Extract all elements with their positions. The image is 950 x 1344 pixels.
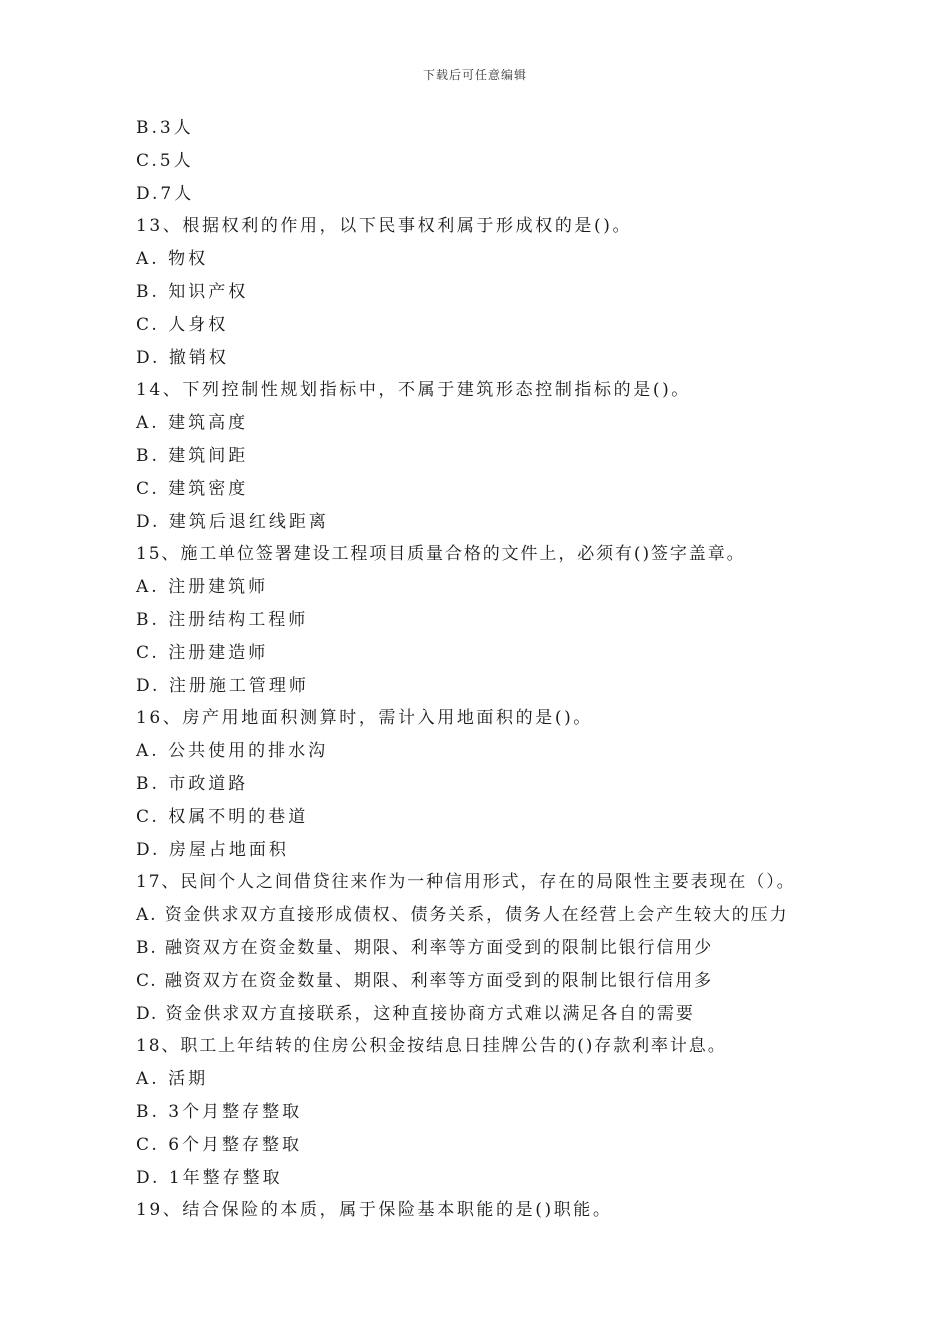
- page-header: 下载后可任意编辑: [422, 68, 527, 82]
- question-text: 15、施工单位签署建设工程项目质量合格的文件上，必须有()签字盖章。: [136, 544, 746, 565]
- answer-option: C. 6个月整存整取: [136, 1134, 303, 1155]
- answer-option: C. 建筑密度: [136, 478, 249, 499]
- answer-option: D.7人: [136, 183, 195, 204]
- question-text: 13、根据权利的作用，以下民事权利属于形成权的是()。: [136, 216, 633, 237]
- answer-option: D. 1年整存整取: [136, 1167, 283, 1188]
- question-text: 17、民间个人之间借贷往来作为一种信用形式，存在的局限性主要表现在（）。: [136, 872, 796, 893]
- answer-option: A. 资金供求双方直接形成债权、债务关系，债务人在经营上会产生较大的压力: [136, 905, 789, 926]
- answer-option: B.3人: [136, 118, 194, 138]
- answer-option: B. 融资双方在资金数量、期限、利率等方面受到的限制比银行信用少: [136, 937, 714, 958]
- answer-option: B. 注册结构工程师: [136, 609, 309, 630]
- answer-option: B. 知识产权: [136, 281, 249, 302]
- answer-option: B. 建筑间距: [136, 445, 249, 466]
- question-text: 16、房产用地面积测算时，需计入用地面积的是()。: [136, 708, 593, 729]
- question-text: 14、下列控制性规划指标中，不属于建筑形态控制指标的是()。: [136, 380, 691, 401]
- answer-option: A. 物权: [136, 249, 209, 270]
- answer-option: C. 融资双方在资金数量、期限、利率等方面受到的限制比银行信用多: [136, 970, 714, 991]
- question-text: 18、职工上年结转的住房公积金按结息日挂牌公告的()存款利率计息。: [136, 1036, 727, 1057]
- document-body: [136, 112, 836, 1227]
- answer-option: C.5人: [136, 150, 194, 171]
- answer-option: D. 房屋占地面积: [136, 839, 289, 860]
- answer-option: A. 建筑高度: [136, 413, 249, 434]
- answer-option: B. 市政道路: [136, 773, 249, 794]
- answer-option: A. 公共使用的排水沟: [136, 741, 329, 762]
- answer-option: B. 3个月整存整取: [136, 1101, 303, 1122]
- answer-option: C. 权属不明的巷道: [136, 806, 309, 827]
- answer-option: C. 人身权: [136, 314, 229, 335]
- answer-option: D. 资金供求双方直接联系，这种直接协商方式难以满足各自的需要: [136, 1003, 695, 1024]
- answer-option: D. 建筑后退红线距离: [136, 511, 329, 532]
- question-text: 19、结合保险的本质，属于保险基本职能的是()职能。: [136, 1200, 613, 1221]
- answer-option: A. 活期: [136, 1069, 209, 1090]
- answer-option: A. 注册建筑师: [136, 577, 269, 598]
- answer-option: D. 注册施工管理师: [136, 675, 309, 696]
- answer-option: C. 注册建造师: [136, 642, 269, 663]
- answer-option: D. 撤销权: [136, 347, 229, 368]
